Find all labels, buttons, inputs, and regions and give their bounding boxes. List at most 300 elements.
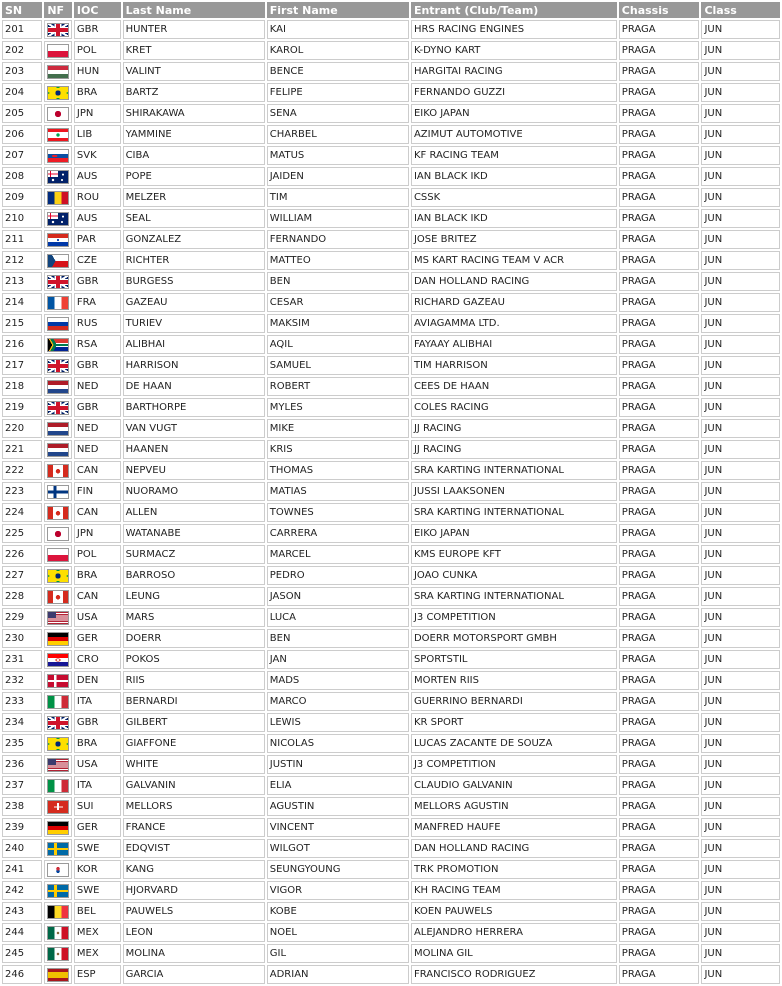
col-header-first-name: First Name xyxy=(267,2,409,18)
class-cell: JUN xyxy=(701,755,780,774)
ioc-cell: BRA xyxy=(74,734,121,753)
sn-cell: 210 xyxy=(2,209,42,228)
entrant-cell: SPORTSTIL xyxy=(411,650,617,669)
flag-pol-icon xyxy=(47,44,69,58)
chassis-cell: PRAGA xyxy=(619,755,700,774)
table-row xyxy=(2,671,780,690)
header-row xyxy=(2,2,780,18)
last-name-cell: PAUWELS xyxy=(123,902,265,921)
first-name-cell: MARCO xyxy=(267,692,409,711)
flag-ned-icon xyxy=(47,443,69,457)
ioc-cell: BRA xyxy=(74,83,121,102)
col-header-ioc: IOC xyxy=(74,2,121,18)
last-name-cell: SURMACZ xyxy=(123,545,265,564)
flag-cell xyxy=(44,167,72,186)
first-name-cell: CHARBEL xyxy=(267,125,409,144)
ioc-cell: GBR xyxy=(74,713,121,732)
table-row xyxy=(2,503,780,522)
class-cell: JUN xyxy=(701,776,780,795)
last-name-cell: EDQVIST xyxy=(123,839,265,858)
flag-gbr-icon xyxy=(47,275,69,289)
last-name-cell: HUNTER xyxy=(123,20,265,39)
chassis-cell: PRAGA xyxy=(619,41,700,60)
first-name-cell: WILLIAM xyxy=(267,209,409,228)
last-name-cell: SEAL xyxy=(123,209,265,228)
first-name-cell: BENCE xyxy=(267,62,409,81)
entrant-cell: JOSE BRITEZ xyxy=(411,230,617,249)
last-name-cell: GAZEAU xyxy=(123,293,265,312)
last-name-cell: DOERR xyxy=(123,629,265,648)
first-name-cell: ADRIAN xyxy=(267,965,409,984)
sn-cell: 246 xyxy=(2,965,42,984)
first-name-cell: THOMAS xyxy=(267,461,409,480)
ioc-cell: NED xyxy=(74,377,121,396)
table-row xyxy=(2,314,780,333)
last-name-cell: BARTZ xyxy=(123,83,265,102)
table-row xyxy=(2,377,780,396)
sn-cell: 211 xyxy=(2,230,42,249)
flag-bra-icon xyxy=(47,737,69,751)
last-name-cell: DE HAAN xyxy=(123,377,265,396)
last-name-cell: GONZALEZ xyxy=(123,230,265,249)
entrant-cell: JJ RACING xyxy=(411,419,617,438)
flag-cell xyxy=(44,20,72,39)
ioc-cell: GBR xyxy=(74,398,121,417)
class-cell: JUN xyxy=(701,629,780,648)
chassis-cell: PRAGA xyxy=(619,146,700,165)
sn-cell: 242 xyxy=(2,881,42,900)
chassis-cell: PRAGA xyxy=(619,104,700,123)
flag-cell xyxy=(44,398,72,417)
sn-cell: 227 xyxy=(2,566,42,585)
flag-gbr-icon xyxy=(47,359,69,373)
table-row xyxy=(2,776,780,795)
sn-cell: 234 xyxy=(2,713,42,732)
flag-cell xyxy=(44,965,72,984)
ioc-cell: POL xyxy=(74,545,121,564)
chassis-cell: PRAGA xyxy=(619,881,700,900)
flag-mex-icon xyxy=(47,926,69,940)
flag-sui-icon xyxy=(47,800,69,814)
ioc-cell: CZE xyxy=(74,251,121,270)
sn-cell: 229 xyxy=(2,608,42,627)
sn-cell: 206 xyxy=(2,125,42,144)
chassis-cell: PRAGA xyxy=(619,335,700,354)
ioc-cell: GER xyxy=(74,629,121,648)
flag-ger-icon xyxy=(47,821,69,835)
table-row xyxy=(2,293,780,312)
table-row xyxy=(2,41,780,60)
first-name-cell: MIKE xyxy=(267,419,409,438)
class-cell: JUN xyxy=(701,209,780,228)
flag-den-icon xyxy=(47,674,69,688)
flag-cell xyxy=(44,209,72,228)
ioc-cell: USA xyxy=(74,608,121,627)
sn-cell: 218 xyxy=(2,377,42,396)
first-name-cell: GIL xyxy=(267,944,409,963)
flag-par-icon xyxy=(47,233,69,247)
table-row xyxy=(2,881,780,900)
last-name-cell: WATANABE xyxy=(123,524,265,543)
last-name-cell: HAANEN xyxy=(123,440,265,459)
sn-cell: 216 xyxy=(2,335,42,354)
flag-cell xyxy=(44,419,72,438)
class-cell: JUN xyxy=(701,125,780,144)
chassis-cell: PRAGA xyxy=(619,377,700,396)
class-cell: JUN xyxy=(701,20,780,39)
first-name-cell: VINCENT xyxy=(267,818,409,837)
chassis-cell: PRAGA xyxy=(619,83,700,102)
sn-cell: 230 xyxy=(2,629,42,648)
first-name-cell: KOBE xyxy=(267,902,409,921)
first-name-cell: SAMUEL xyxy=(267,356,409,375)
sn-cell: 205 xyxy=(2,104,42,123)
class-cell: JUN xyxy=(701,545,780,564)
last-name-cell: ALLEN xyxy=(123,503,265,522)
sn-cell: 232 xyxy=(2,671,42,690)
chassis-cell: PRAGA xyxy=(619,629,700,648)
class-cell: JUN xyxy=(701,923,780,942)
sn-cell: 203 xyxy=(2,62,42,81)
class-cell: JUN xyxy=(701,62,780,81)
flag-ned-icon xyxy=(47,422,69,436)
flag-cell xyxy=(44,692,72,711)
flag-cell xyxy=(44,335,72,354)
chassis-cell: PRAGA xyxy=(619,545,700,564)
ioc-cell: AUS xyxy=(74,167,121,186)
chassis-cell: PRAGA xyxy=(619,482,700,501)
last-name-cell: NUORAMO xyxy=(123,482,265,501)
entrant-cell: FRANCISCO RODRIGUEZ xyxy=(411,965,617,984)
first-name-cell: FERNANDO xyxy=(267,230,409,249)
sn-cell: 221 xyxy=(2,440,42,459)
flag-cell xyxy=(44,650,72,669)
first-name-cell: NOEL xyxy=(267,923,409,942)
table-row xyxy=(2,545,780,564)
flag-ger-icon xyxy=(47,632,69,646)
entrant-cell: EIKO JAPAN xyxy=(411,524,617,543)
flag-kor-icon xyxy=(47,863,69,877)
flag-cze-icon xyxy=(47,254,69,268)
last-name-cell: MELZER xyxy=(123,188,265,207)
flag-jpn-icon xyxy=(47,107,69,121)
class-cell: JUN xyxy=(701,839,780,858)
table-row xyxy=(2,125,780,144)
chassis-cell: PRAGA xyxy=(619,293,700,312)
flag-cell xyxy=(44,860,72,879)
flag-cell xyxy=(44,608,72,627)
last-name-cell: HJORVARD xyxy=(123,881,265,900)
chassis-cell: PRAGA xyxy=(619,167,700,186)
first-name-cell: JAIDEN xyxy=(267,167,409,186)
table-row xyxy=(2,20,780,39)
ioc-cell: ROU xyxy=(74,188,121,207)
chassis-cell: PRAGA xyxy=(619,503,700,522)
first-name-cell: PEDRO xyxy=(267,566,409,585)
flag-lib-icon xyxy=(47,128,69,142)
class-cell: JUN xyxy=(701,377,780,396)
table-row xyxy=(2,356,780,375)
chassis-cell: PRAGA xyxy=(619,965,700,984)
ioc-cell: CAN xyxy=(74,587,121,606)
class-cell: JUN xyxy=(701,314,780,333)
sn-cell: 226 xyxy=(2,545,42,564)
sn-cell: 241 xyxy=(2,860,42,879)
entrant-cell: SRA KARTING INTERNATIONAL xyxy=(411,587,617,606)
table-row xyxy=(2,692,780,711)
chassis-cell: PRAGA xyxy=(619,734,700,753)
entrant-cell: COLES RACING xyxy=(411,398,617,417)
table-row xyxy=(2,755,780,774)
last-name-cell: YAMMINE xyxy=(123,125,265,144)
flag-cell xyxy=(44,713,72,732)
class-cell: JUN xyxy=(701,734,780,753)
entrant-cell: JOAO CUNKA xyxy=(411,566,617,585)
chassis-cell: PRAGA xyxy=(619,461,700,480)
flag-swe-icon xyxy=(47,842,69,856)
table-row xyxy=(2,419,780,438)
table-row xyxy=(2,734,780,753)
first-name-cell: MATTEO xyxy=(267,251,409,270)
sn-cell: 244 xyxy=(2,923,42,942)
ioc-cell: SVK xyxy=(74,146,121,165)
flag-esp-icon xyxy=(47,968,69,982)
ioc-cell: RUS xyxy=(74,314,121,333)
ioc-cell: BRA xyxy=(74,566,121,585)
last-name-cell: RICHTER xyxy=(123,251,265,270)
sn-cell: 201 xyxy=(2,20,42,39)
entrant-cell: J3 COMPETITION xyxy=(411,755,617,774)
chassis-cell: PRAGA xyxy=(619,776,700,795)
ioc-cell: BEL xyxy=(74,902,121,921)
flag-cell xyxy=(44,440,72,459)
chassis-cell: PRAGA xyxy=(619,923,700,942)
ioc-cell: MEX xyxy=(74,944,121,963)
class-cell: JUN xyxy=(701,881,780,900)
first-name-cell: SENA xyxy=(267,104,409,123)
ioc-cell: NED xyxy=(74,419,121,438)
first-name-cell: MADS xyxy=(267,671,409,690)
flag-cell xyxy=(44,755,72,774)
class-cell: JUN xyxy=(701,482,780,501)
class-cell: JUN xyxy=(701,251,780,270)
flag-fra-icon xyxy=(47,296,69,310)
flag-cell xyxy=(44,923,72,942)
flag-cell xyxy=(44,293,72,312)
flag-can-icon xyxy=(47,506,69,520)
flag-cell xyxy=(44,41,72,60)
table-row xyxy=(2,566,780,585)
col-header-sn: SN xyxy=(2,2,42,18)
first-name-cell: MARCEL xyxy=(267,545,409,564)
class-cell: JUN xyxy=(701,713,780,732)
entrant-cell: HARGITAI RACING xyxy=(411,62,617,81)
class-cell: JUN xyxy=(701,335,780,354)
flag-can-icon xyxy=(47,590,69,604)
flag-cell xyxy=(44,62,72,81)
table-row xyxy=(2,587,780,606)
ioc-cell: SUI xyxy=(74,797,121,816)
entrant-cell: J3 COMPETITION xyxy=(411,608,617,627)
table-row xyxy=(2,608,780,627)
class-cell: JUN xyxy=(701,965,780,984)
col-header-class: Class xyxy=(701,2,780,18)
last-name-cell: ALIBHAI xyxy=(123,335,265,354)
first-name-cell: ELIA xyxy=(267,776,409,795)
entrant-cell: KOEN PAUWELS xyxy=(411,902,617,921)
flag-cell xyxy=(44,545,72,564)
flag-swe-icon xyxy=(47,884,69,898)
table-row xyxy=(2,944,780,963)
ioc-cell: PAR xyxy=(74,230,121,249)
first-name-cell: MATIAS xyxy=(267,482,409,501)
first-name-cell: JAN xyxy=(267,650,409,669)
flag-cell xyxy=(44,314,72,333)
ioc-cell: GER xyxy=(74,818,121,837)
first-name-cell: JASON xyxy=(267,587,409,606)
chassis-cell: PRAGA xyxy=(619,713,700,732)
class-cell: JUN xyxy=(701,440,780,459)
flag-usa-icon xyxy=(47,758,69,772)
entrant-cell: KF RACING TEAM xyxy=(411,146,617,165)
sn-cell: 223 xyxy=(2,482,42,501)
flag-cell xyxy=(44,944,72,963)
flag-cell xyxy=(44,377,72,396)
ioc-cell: POL xyxy=(74,41,121,60)
chassis-cell: PRAGA xyxy=(619,566,700,585)
first-name-cell: BEN xyxy=(267,629,409,648)
table-row xyxy=(2,650,780,669)
last-name-cell: MELLORS xyxy=(123,797,265,816)
first-name-cell: TIM xyxy=(267,188,409,207)
first-name-cell: CESAR xyxy=(267,293,409,312)
flag-cell xyxy=(44,272,72,291)
ioc-cell: AUS xyxy=(74,209,121,228)
class-cell: JUN xyxy=(701,356,780,375)
flag-gbr-icon xyxy=(47,401,69,415)
ioc-cell: RSA xyxy=(74,335,121,354)
entrant-cell: MELLORS AGUSTIN xyxy=(411,797,617,816)
table-row xyxy=(2,104,780,123)
entrant-cell: CLAUDIO GALVANIN xyxy=(411,776,617,795)
first-name-cell: BEN xyxy=(267,272,409,291)
last-name-cell: BARROSO xyxy=(123,566,265,585)
table-row xyxy=(2,230,780,249)
entrant-cell: MORTEN RIIS xyxy=(411,671,617,690)
flag-cell xyxy=(44,524,72,543)
entrant-cell: ALEJANDRO HERRERA xyxy=(411,923,617,942)
flag-cro-icon xyxy=(47,653,69,667)
chassis-cell: PRAGA xyxy=(619,902,700,921)
first-name-cell: FELIPE xyxy=(267,83,409,102)
sn-cell: 214 xyxy=(2,293,42,312)
table-row xyxy=(2,818,780,837)
class-cell: JUN xyxy=(701,293,780,312)
entrant-cell: KR SPORT xyxy=(411,713,617,732)
flag-cell xyxy=(44,83,72,102)
class-cell: JUN xyxy=(701,188,780,207)
ioc-cell: JPN xyxy=(74,104,121,123)
ioc-cell: CRO xyxy=(74,650,121,669)
first-name-cell: NICOLAS xyxy=(267,734,409,753)
sn-cell: 202 xyxy=(2,41,42,60)
last-name-cell: BARTHORPE xyxy=(123,398,265,417)
entrant-cell: TIM HARRISON xyxy=(411,356,617,375)
last-name-cell: KRET xyxy=(123,41,265,60)
table-row xyxy=(2,251,780,270)
sn-cell: 217 xyxy=(2,356,42,375)
chassis-cell: PRAGA xyxy=(619,356,700,375)
flag-fin-icon xyxy=(47,485,69,499)
last-name-cell: SHIRAKAWA xyxy=(123,104,265,123)
table-row xyxy=(2,923,780,942)
first-name-cell: MYLES xyxy=(267,398,409,417)
chassis-cell: PRAGA xyxy=(619,608,700,627)
sn-cell: 236 xyxy=(2,755,42,774)
flag-cell xyxy=(44,839,72,858)
flag-cell xyxy=(44,671,72,690)
flag-cell xyxy=(44,125,72,144)
class-cell: JUN xyxy=(701,902,780,921)
chassis-cell: PRAGA xyxy=(619,440,700,459)
flag-cell xyxy=(44,797,72,816)
entrant-cell: DOERR MOTORSPORT GMBH xyxy=(411,629,617,648)
ioc-cell: MEX xyxy=(74,923,121,942)
class-cell: JUN xyxy=(701,230,780,249)
col-header-entrant: Entrant (Club/Team) xyxy=(411,2,617,18)
flag-cell xyxy=(44,146,72,165)
last-name-cell: MOLINA xyxy=(123,944,265,963)
chassis-cell: PRAGA xyxy=(619,125,700,144)
sn-cell: 222 xyxy=(2,461,42,480)
flag-bel-icon xyxy=(47,905,69,919)
entrant-cell: JJ RACING xyxy=(411,440,617,459)
last-name-cell: CIBA xyxy=(123,146,265,165)
entrant-cell: CEES DE HAAN xyxy=(411,377,617,396)
sn-cell: 245 xyxy=(2,944,42,963)
chassis-cell: PRAGA xyxy=(619,944,700,963)
entrant-cell: MS KART RACING TEAM V ACR xyxy=(411,251,617,270)
flag-gbr-icon xyxy=(47,716,69,730)
entrant-cell: EIKO JAPAN xyxy=(411,104,617,123)
first-name-cell: KAI xyxy=(267,20,409,39)
entrant-cell: FAYAAY ALIBHAI xyxy=(411,335,617,354)
flag-cell xyxy=(44,776,72,795)
first-name-cell: KAROL xyxy=(267,41,409,60)
ioc-cell: USA xyxy=(74,755,121,774)
last-name-cell: GALVANIN xyxy=(123,776,265,795)
entrant-cell: LUCAS ZACANTE DE SOUZA xyxy=(411,734,617,753)
sn-cell: 237 xyxy=(2,776,42,795)
class-cell: JUN xyxy=(701,650,780,669)
flag-cell xyxy=(44,482,72,501)
class-cell: JUN xyxy=(701,41,780,60)
entry-rows xyxy=(2,20,780,984)
first-name-cell: AGUSTIN xyxy=(267,797,409,816)
table-row xyxy=(2,62,780,81)
sn-cell: 231 xyxy=(2,650,42,669)
ioc-cell: KOR xyxy=(74,860,121,879)
chassis-cell: PRAGA xyxy=(619,314,700,333)
flag-rou-icon xyxy=(47,191,69,205)
entrant-cell: TRK PROMOTION xyxy=(411,860,617,879)
table-row xyxy=(2,860,780,879)
entrant-cell: MANFRED HAUFE xyxy=(411,818,617,837)
chassis-cell: PRAGA xyxy=(619,251,700,270)
entrant-cell: KMS EUROPE KFT xyxy=(411,545,617,564)
class-cell: JUN xyxy=(701,503,780,522)
col-header-chassis: Chassis xyxy=(619,2,700,18)
